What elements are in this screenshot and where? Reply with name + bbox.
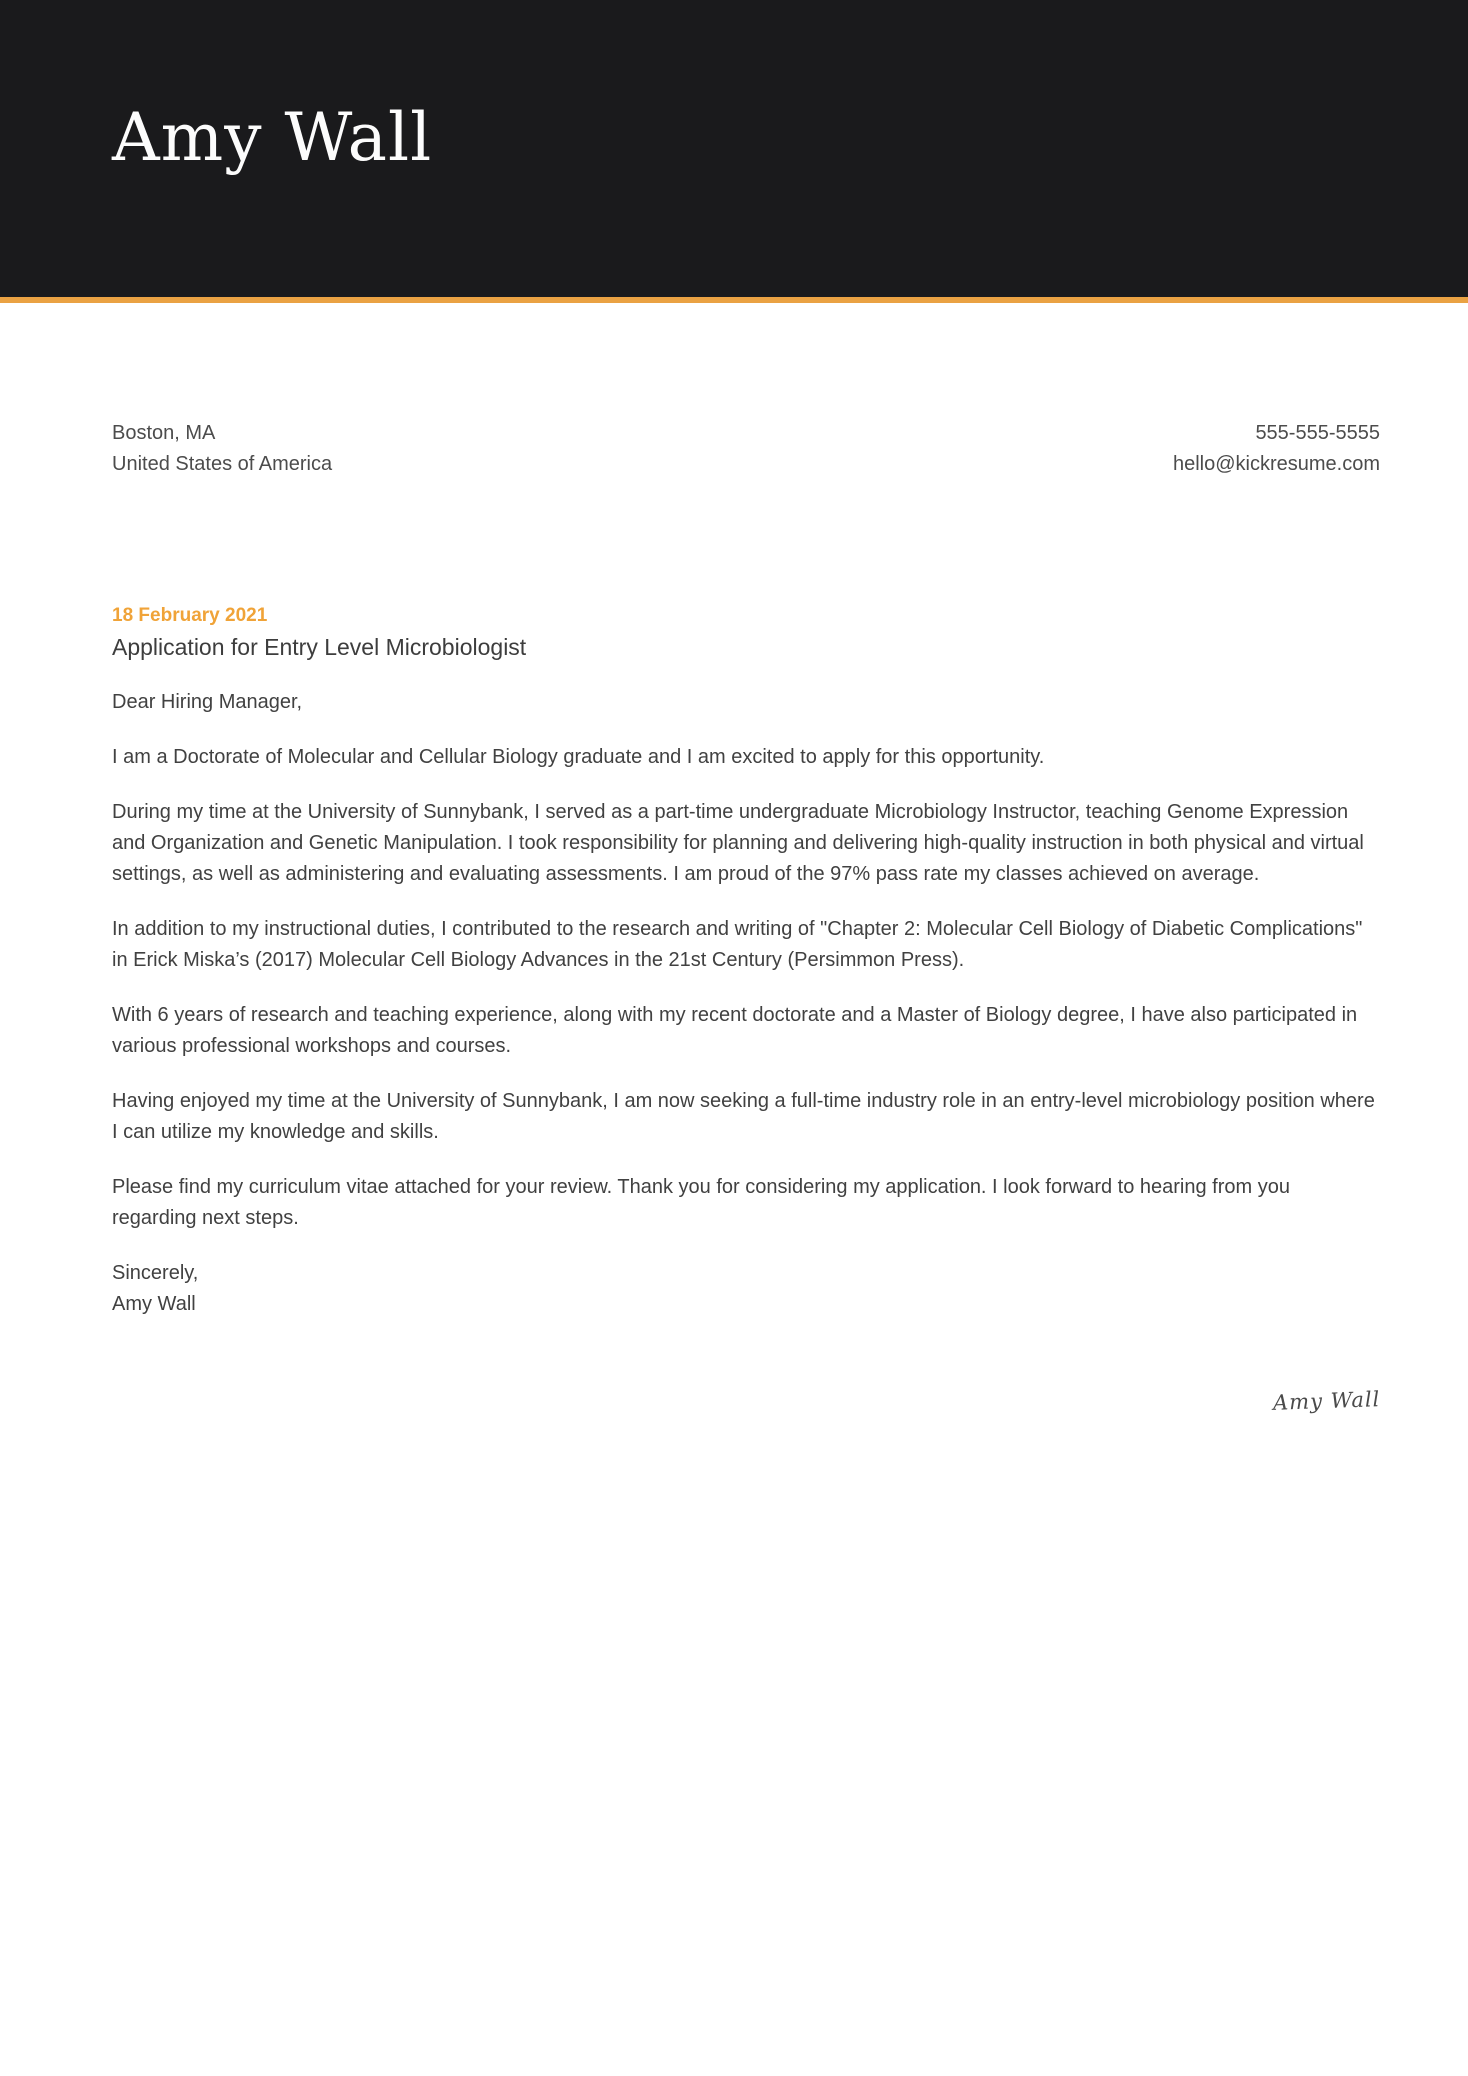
letter-paragraph: In addition to my instructional duties, I contributed to the research and writing of "Chapter 2: Molecular Cell Biology of Diabetic Complications" in Erick Miska’s (2017) Molecular Cell Biology Advances in the 21st Century (Persimmon Press). [112, 918, 1363, 971]
letter-subject: Application for Entry Level Microbiologist [112, 634, 527, 660]
applicant-name: Amy Wall [112, 99, 433, 176]
closing-word: Sincerely, [112, 1262, 199, 1284]
contact-phone: 555-555-5555 [1255, 422, 1380, 444]
closing-signer-name: Amy Wall [112, 1293, 196, 1315]
signature-row [112, 1386, 1380, 1418]
closing-block [112, 1258, 1380, 1320]
contact-details-block [1173, 418, 1380, 480]
letter-paragraph: Having enjoyed my time at the University of Sunnybank, I am now seeking a full-time industry role in an entry-level microbiology position where I can utilize my knowledge and skills. [112, 1090, 1375, 1143]
contact-section [112, 418, 1380, 480]
contact-address-block [112, 418, 332, 480]
contact-city: Boston, MA [112, 422, 216, 444]
letter-paragraph: During my time at the University of Sunnybank, I served as a part-time undergraduate Microbiology Instructor, teaching Genome Expression and Organization and Genetic Manipulation. I took responsibility for planning and delivering high-quality instruction in both physical and virtual settings, as well as administering and evaluating assessments. I am proud of the 97% pass rate my classes achieved on average. [112, 801, 1364, 885]
letter-paragraph: I am a Doctorate of Molecular and Cellular Biology graduate and I am excited to apply for this opportunity. [112, 746, 1045, 768]
letter-body [112, 602, 1380, 1418]
contact-email: hello@kickresume.com [1172, 453, 1380, 475]
letter-paragraph: Please find my curriculum vitae attached for your review. Thank you for considering my application. I look forward to hearing from you regarding next steps. [112, 1176, 1290, 1229]
contact-country: United States of America [112, 453, 333, 475]
letter-date: 18 February 2021 [112, 605, 268, 626]
handwritten-signature: Amy Wall [1272, 1387, 1381, 1415]
accent-divider [0, 297, 1468, 303]
salutation: Dear Hiring Manager, [112, 691, 303, 713]
letter-paragraph: With 6 years of research and teaching experience, along with my recent doctorate and a Master of Biology degree, I have also participated in various professional workshops and courses. [112, 1004, 1358, 1057]
header-banner [0, 0, 1468, 297]
